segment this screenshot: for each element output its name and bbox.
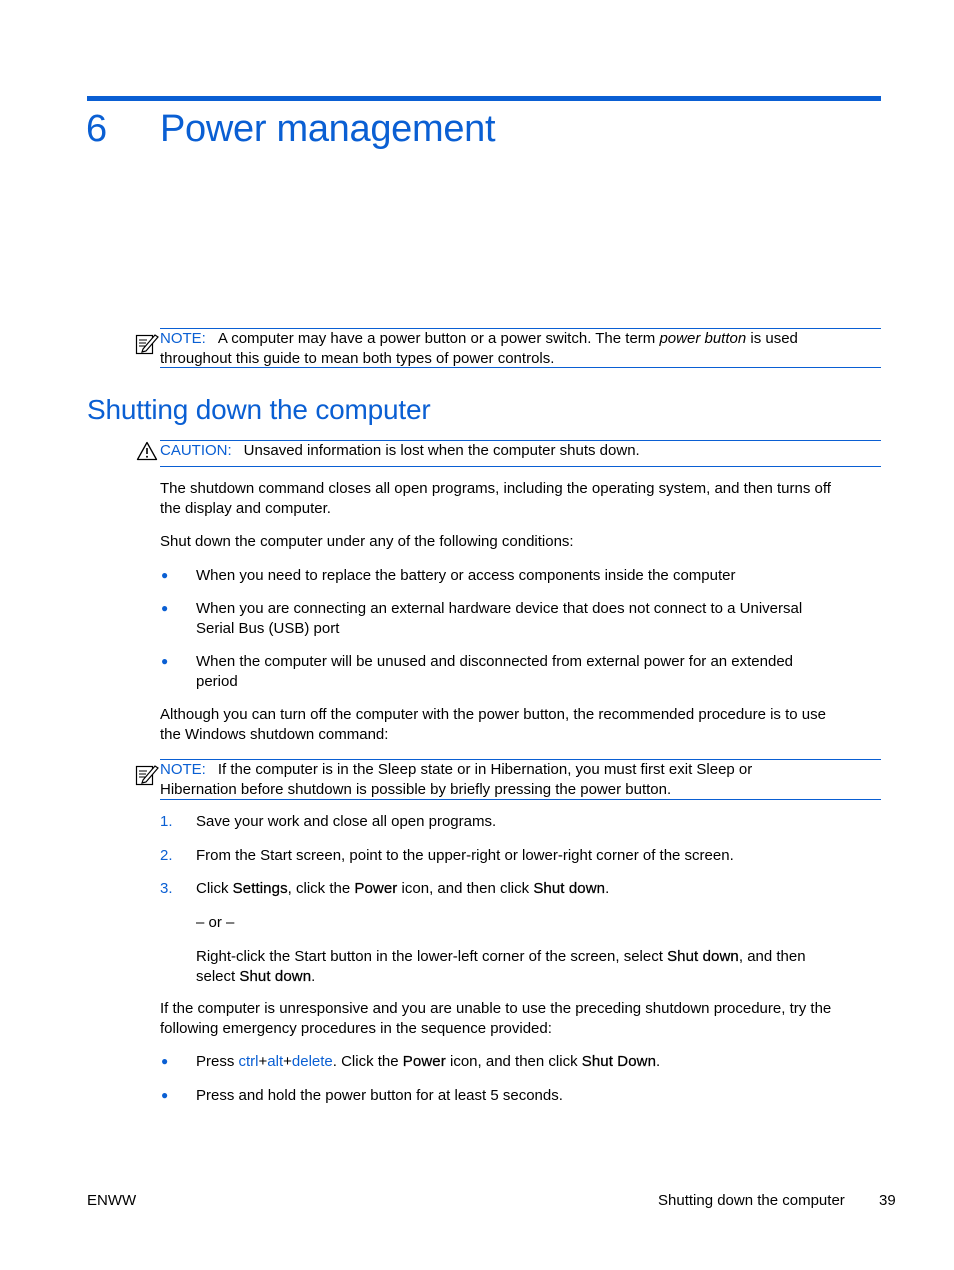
step-text-part: , click the bbox=[287, 880, 355, 897]
key-alt: alt bbox=[267, 1053, 284, 1070]
list-item-text: When you are connecting an external hardware device that does not connect to a Universal bbox=[196, 600, 803, 617]
list-item-text: When you need to replace the battery or access components inside the computer bbox=[196, 567, 736, 584]
note-box bbox=[160, 759, 881, 800]
note-text-after: is used bbox=[746, 330, 798, 347]
alt-text-part: . bbox=[311, 967, 316, 985]
recommended-paragraph bbox=[160, 705, 882, 744]
alt-text-part: , and then bbox=[738, 948, 806, 965]
list-item bbox=[196, 652, 882, 691]
list-item-text: period bbox=[196, 672, 238, 690]
list-item-text: icon, and then click bbox=[445, 1053, 582, 1070]
list-item: Press and hold the power button for at least 5 seconds. bbox=[196, 1087, 563, 1104]
list-item-text: . bbox=[656, 1053, 661, 1070]
chapter-rule bbox=[87, 96, 881, 101]
chapter-title: Power management bbox=[160, 108, 496, 150]
bullet-dot: ● bbox=[161, 601, 169, 615]
ui-term-settings: Settings bbox=[232, 880, 288, 897]
note-label: NOTE: bbox=[160, 330, 206, 347]
section-title: Shutting down the computer bbox=[87, 394, 431, 425]
note-box bbox=[160, 328, 881, 368]
ui-term-power: Power bbox=[402, 1053, 446, 1070]
footer-section: Shutting down the computer bbox=[658, 1192, 845, 1209]
caution-text: Unsaved information is lost when the computer shuts down. bbox=[243, 442, 640, 459]
ui-term-power: Power bbox=[354, 880, 398, 897]
recommended-line1: Although you can turn off the computer with the power button, the recommended procedure is to use bbox=[160, 706, 826, 723]
step-text-part: . bbox=[605, 880, 610, 897]
page-number: 39 bbox=[879, 1192, 896, 1209]
key-delete: delete bbox=[291, 1053, 333, 1070]
list-item-text: When the computer will be unused and disconnected from external power for an extended bbox=[196, 653, 794, 670]
bullet-dot: ● bbox=[161, 1088, 169, 1102]
recommended-line2: the Windows shutdown command: bbox=[160, 725, 389, 743]
key-plus: + bbox=[258, 1053, 268, 1070]
intro-line2: the display and computer. bbox=[160, 499, 331, 517]
step-text-part: Click bbox=[196, 880, 233, 897]
bullet-dot: ● bbox=[161, 654, 169, 668]
or-separator: – or – bbox=[196, 914, 235, 931]
step-number: 1. bbox=[160, 813, 173, 830]
ui-term-shut-down: Shut down bbox=[667, 948, 739, 965]
caution-label: CAUTION: bbox=[160, 442, 232, 459]
bullet-dot: ● bbox=[161, 568, 169, 582]
intro-paragraph bbox=[160, 479, 882, 518]
alt-text-part: select bbox=[196, 967, 240, 985]
ui-term-shut-down: Shut Down bbox=[581, 1053, 657, 1070]
caution-triangle-icon bbox=[136, 441, 158, 467]
step-number: 3. bbox=[160, 880, 173, 897]
emergency-paragraph bbox=[160, 999, 882, 1038]
list-item bbox=[196, 1052, 882, 1072]
step-number: 2. bbox=[160, 847, 173, 864]
note-emphasis: power button bbox=[659, 330, 747, 347]
note-text: A computer may have a power button or a power switch. The term bbox=[217, 330, 660, 347]
emergency-line1: If the computer is unresponsive and you are unable to use the preceding shutdown procedure, try the bbox=[160, 1000, 832, 1017]
step-text bbox=[196, 879, 882, 899]
note-pencil-icon bbox=[135, 331, 159, 361]
key-ctrl: ctrl bbox=[238, 1053, 259, 1070]
intro-line1: The shutdown command closes all open programs, including the operating system, and then turns off bbox=[160, 480, 831, 497]
bullet-dot: ● bbox=[161, 1054, 169, 1068]
note-pencil-icon bbox=[135, 762, 159, 792]
alt-text-part: Right-click the Start button in the lower-left corner of the screen, select bbox=[196, 948, 668, 965]
note-text-line2: throughout this guide to mean both types of power controls. bbox=[160, 349, 555, 367]
list-item bbox=[196, 566, 882, 586]
step-text-part: icon, and then click bbox=[397, 880, 534, 897]
caution-box bbox=[160, 440, 881, 467]
ui-term-shut-down: Shut down bbox=[239, 967, 312, 985]
list-item-text: Press bbox=[196, 1053, 239, 1070]
list-item-text: . Click the bbox=[332, 1053, 403, 1070]
emergency-line2: following emergency procedures in the sequence provided: bbox=[160, 1019, 552, 1037]
alternative-step bbox=[196, 947, 882, 986]
footer-left: ENWW bbox=[87, 1192, 137, 1209]
note-text-line2: Hibernation before shutdown is possible by briefly pressing the power button. bbox=[160, 780, 672, 798]
chapter-number: 6 bbox=[86, 108, 108, 150]
note-text: If the computer is in the Sleep state or in Hibernation, you must first exit Sleep or bbox=[217, 761, 753, 778]
list-item bbox=[196, 599, 882, 638]
key-plus: + bbox=[283, 1053, 292, 1070]
list-item-text: Serial Bus (USB) port bbox=[196, 619, 340, 637]
note-label: NOTE: bbox=[160, 761, 206, 778]
ui-term-shut-down: Shut down bbox=[533, 880, 606, 897]
step-text: From the Start screen, point to the upper-right or lower-right corner of the screen. bbox=[196, 847, 734, 864]
conditions-intro: Shut down the computer under any of the following conditions: bbox=[160, 533, 574, 550]
step-text: Save your work and close all open programs. bbox=[196, 813, 497, 830]
